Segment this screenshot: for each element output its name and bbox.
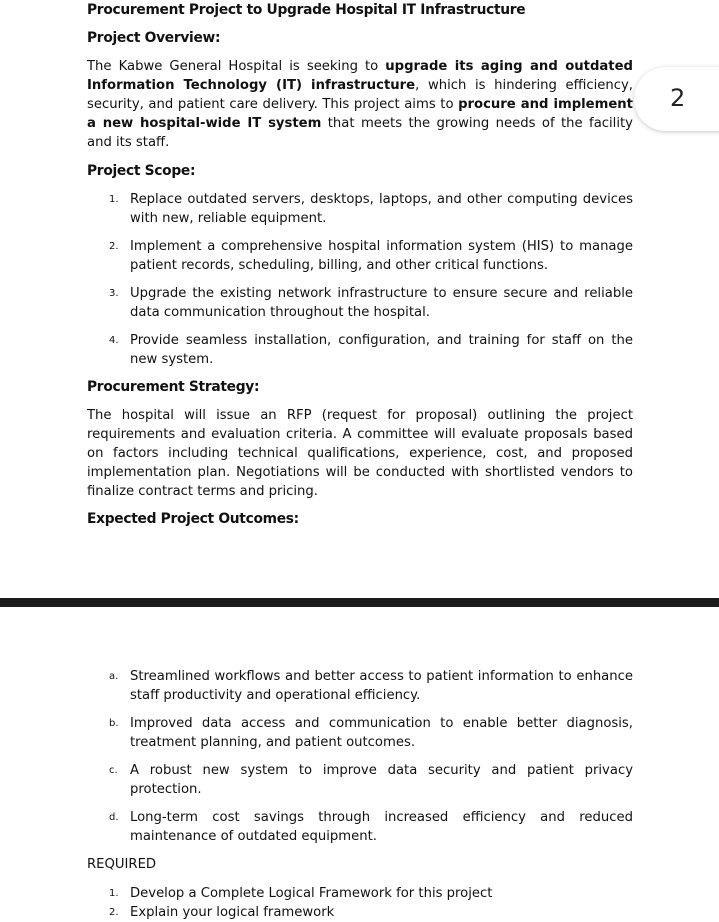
list-item: [87, 761, 633, 799]
outcomes-list: [87, 667, 633, 846]
list-marker: 4.: [109, 335, 119, 346]
list-item: [87, 884, 633, 903]
list-item: [87, 331, 633, 369]
overview-text-2: , which is hindering efficiency, security, and patient care delivery. This project aims to: [87, 78, 633, 112]
page-number-badge: [634, 67, 719, 131]
page-break-divider: [0, 598, 719, 607]
list-marker: b.: [109, 718, 119, 729]
strategy-paragraph: The hospital will issue an RFP (request for proposal) outlining the project requirements and evaluation criteria. A committee will evaluate proposals based on factors including technical qualifications, experience, cost, and proposed implementation plan. Negotiations will be conducted with shortlisted vendors to finalize contract terms and pricing.: [87, 408, 633, 499]
list-item-text: Provide seamless installation, configuration, and training for staff on the new system.: [130, 333, 633, 367]
list-item-text: Implement a comprehensive hospital information system (HIS) to manage patient records, scheduling, billing, and other critical functions.: [130, 239, 633, 273]
list-marker: 1.: [109, 888, 119, 899]
list-item-text: A robust new system to improve data security and patient privacy protection.: [130, 763, 633, 797]
list-item-text: Streamlined workflows and better access to patient information to enhance staff productivity and operational efficiency.: [130, 669, 633, 703]
list-item-text: Improved data access and communication to enable better diagnosis, treatment planning, and patient outcomes.: [130, 716, 633, 750]
list-marker: 3.: [109, 288, 119, 299]
list-marker: d.: [109, 812, 119, 823]
list-item-text: Upgrade the existing network infrastructure to ensure secure and reliable data communication throughout the hospital.: [130, 286, 633, 320]
strategy-heading: Procurement Strategy:: [87, 379, 260, 395]
list-item-text: Explain your logical framework: [130, 905, 335, 920]
required-heading: REQUIRED: [87, 857, 157, 872]
document-section-top: [87, 0, 633, 529]
scope-list: [87, 190, 633, 369]
list-item: [87, 714, 633, 752]
overview-paragraph: [87, 57, 633, 152]
overview-text-1: The Kabwe General Hospital is seeking to: [87, 59, 386, 74]
outcomes-heading: Expected Project Outcomes:: [87, 511, 299, 527]
required-list: [87, 884, 633, 922]
list-item: [87, 903, 633, 922]
overview-text-3: that meets the growing needs of the facility and its staff.: [87, 116, 633, 150]
overview-heading: Project Overview:: [87, 30, 221, 46]
list-item: [87, 237, 633, 275]
list-marker: 1.: [109, 194, 119, 205]
list-item: [87, 284, 633, 322]
document-section-bottom: [87, 667, 633, 922]
document-title: Procurement Project to Upgrade Hospital IT Infrastructure: [87, 2, 526, 18]
list-marker: 2.: [109, 241, 119, 252]
list-marker: 2.: [109, 907, 119, 918]
page-number: 2: [670, 84, 686, 112]
list-item: [87, 667, 633, 705]
list-marker: c.: [109, 765, 118, 776]
overview-bold-1: upgrade its aging and outdated Information Technology (IT) infrastructure: [87, 59, 633, 93]
list-item: [87, 190, 633, 228]
scope-heading: Project Scope:: [87, 163, 196, 179]
list-item-text: Replace outdated servers, desktops, laptops, and other computing devices with new, reliable equipment.: [130, 192, 633, 226]
list-item-text: Develop a Complete Logical Framework for this project: [130, 886, 493, 901]
list-item-text: Long-term cost savings through increased efficiency and reduced maintenance of outdated equipment.: [130, 810, 633, 844]
list-marker: a.: [109, 671, 119, 682]
overview-bold-2: procure and implement a new hospital-wide IT system: [87, 97, 633, 131]
list-item: [87, 808, 633, 846]
